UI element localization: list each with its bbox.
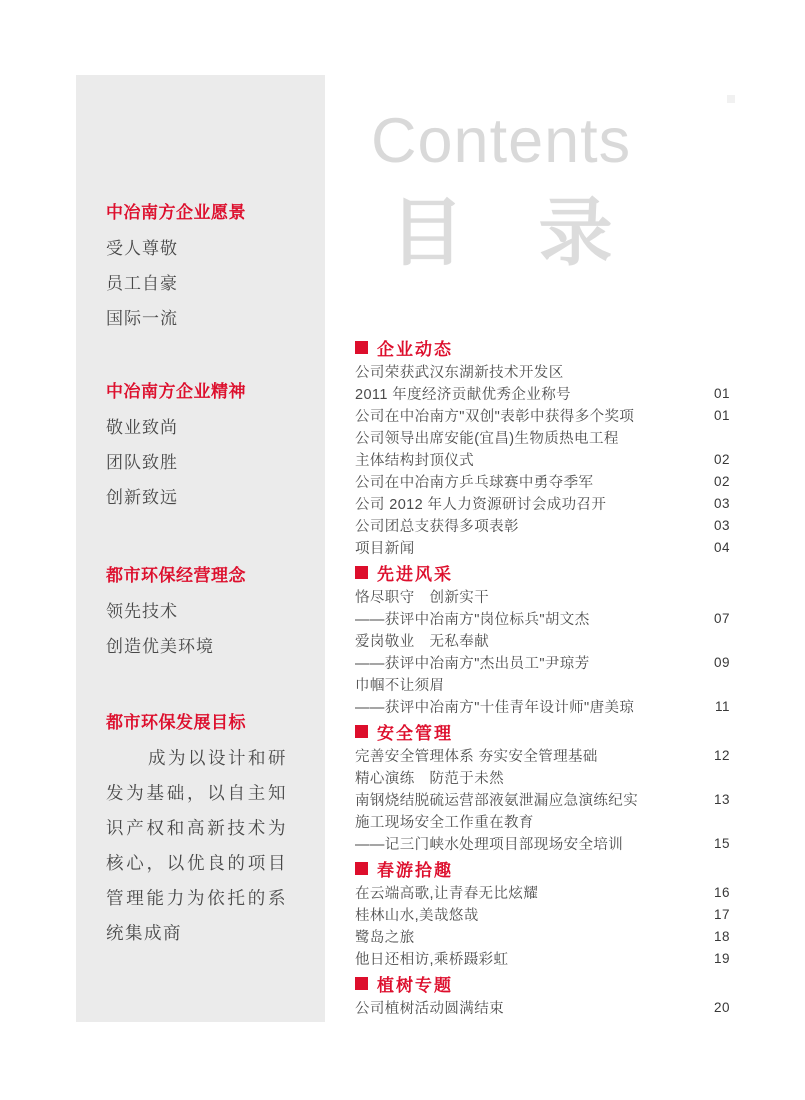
toc-item-title: 爱岗敬业 无私奉献 [355,633,490,650]
toc-item-line [355,629,730,651]
toc-item-title: 完善安全管理体系 夯实安全管理基础 [355,748,598,765]
sidebar-line: 受人尊敬 [106,239,178,258]
toc-item-title: 桂林山水,美哉悠哉 [355,907,479,924]
toc-item [355,903,730,925]
toc-page-number: 12 [713,747,730,763]
toc-page-number: 18 [713,928,730,944]
toc-item-line [355,925,730,947]
toc-section-heading-label: 安全管理 [377,723,453,743]
red-square-bullet-icon [355,566,368,579]
toc-page-number: 16 [713,884,730,900]
toc-item-title: 公司在中冶南方乒乓球赛中勇夺季军 [355,474,594,491]
toc-item-title: 公司领导出席安能(宜昌)生物质热电工程 [355,430,619,447]
toc-item [355,536,730,558]
sidebar-section-heading: 中冶南方企业精神 [106,382,246,401]
toc-page-number: 17 [713,906,730,922]
toc-item-line [355,426,730,448]
toc-page-number: 09 [713,654,730,670]
toc-item-title: 主体结构封顶仪式 [355,452,475,469]
toc-page-number: 02 [713,451,730,467]
contents-title-zh: 目 录 [390,193,641,275]
toc-item [355,996,730,1018]
toc-item-title: ——获评中冶南方"岗位标兵"胡文杰 [355,611,590,628]
toc-item-line [355,448,730,470]
sidebar-section [106,563,287,664]
toc-item-title: 公司在中冶南方"双创"表彰中获得多个奖项 [355,408,635,425]
sidebar-paragraph: 成为以设计和研发为基础，以自主知识产权和高新技术为核心，以优良的项目管理能力为依托的系统集成商 [106,748,287,943]
toc-item-line [355,788,730,810]
sidebar-section-heading: 中冶南方企业愿景 [106,203,246,222]
toc-item-title: 公司 2012 年人力资源研讨会成功召开 [355,496,607,513]
toc-section-heading-label: 植树专题 [377,975,453,995]
toc-item [355,492,730,514]
toc-section-heading [355,972,730,994]
sidebar-line: 领先技术 [106,602,178,621]
toc-item-line [355,651,730,673]
toc-item [355,470,730,492]
sidebar [76,75,325,1022]
sidebar-line: 国际一流 [106,309,178,328]
toc-item-line [355,695,730,717]
toc-item-line [355,607,730,629]
sidebar-section [106,200,287,336]
toc-item-title: ——获评中冶南方"十佳青年设计师"唐美琼 [355,699,635,716]
red-square-bullet-icon [355,341,368,354]
toc-item-line [355,947,730,969]
toc-item-line [355,360,730,382]
decorative-corner-mark [727,95,735,103]
red-square-bullet-icon [355,725,368,738]
toc-item [355,585,730,629]
toc-page-number: 20 [713,999,730,1015]
toc-item-title: 恪尽职守 创新实干 [355,589,490,606]
sidebar-line: 创造优美环境 [106,637,214,656]
toc-item [355,404,730,426]
toc-item-title: ——获评中冶南方"杰出员工"尹琼芳 [355,655,590,672]
toc-section-heading [355,720,730,742]
toc-item-title: 公司团总支获得多项表彰 [355,518,519,535]
toc-list [355,333,730,1018]
toc-item-title: 施工现场安全工作重在教育 [355,814,534,831]
toc-page-number: 01 [713,385,730,401]
toc-section-heading [355,336,730,358]
toc-section-heading [355,561,730,583]
sidebar-line: 团队致胜 [106,453,178,472]
contents-title-en: Contents [371,106,632,176]
toc-item-line [355,514,730,536]
toc-item-line [355,996,730,1018]
toc-item-line [355,404,730,426]
sidebar-section [106,710,287,951]
toc-item-line [355,810,730,832]
toc-item-line [355,903,730,925]
toc-section-heading-label: 先进风采 [377,564,453,584]
toc-item [355,881,730,903]
toc-item [355,810,730,854]
toc-item [355,360,730,404]
sidebar-section [106,379,287,515]
red-square-bullet-icon [355,862,368,875]
sidebar-section-heading: 都市环保发展目标 [106,713,246,732]
sidebar-line: 员工自豪 [106,274,178,293]
toc-item-line [355,673,730,695]
toc-item-title: 鹭岛之旅 [355,929,415,946]
toc-item [355,744,730,766]
toc-item-line [355,536,730,558]
sidebar-line: 敬业致尚 [106,418,178,437]
red-square-bullet-icon [355,977,368,990]
toc-page-number: 04 [713,539,730,555]
sidebar-line: 创新致远 [106,488,178,507]
toc-item [355,673,730,717]
toc-item-line [355,492,730,514]
toc-item-title: ——记三门峡水处理项目部现场安全培训 [355,836,624,853]
toc-item-title: 2011 年度经济贡献优秀企业称号 [355,386,572,403]
toc-item-line [355,832,730,854]
toc-item-title: 他日还相访,乘桥蹑彩虹 [355,951,509,968]
toc-item-line [355,766,730,788]
toc-item-title: 项目新闻 [355,540,415,557]
toc-item-title: 精心演练 防范于未然 [355,770,504,787]
toc-page-number: 13 [713,791,730,807]
toc-item [355,925,730,947]
toc-page-number: 15 [713,835,730,851]
toc-item-line [355,382,730,404]
toc-item [355,514,730,536]
sidebar-section-heading: 都市环保经营理念 [106,566,246,585]
toc-item-title: 在云端高歌,让青春无比炫耀 [355,885,539,902]
toc-item-title: 巾帼不让须眉 [355,677,445,694]
toc-item-line [355,744,730,766]
toc-page-number: 01 [713,407,730,423]
toc-item-line [355,881,730,903]
toc-item-title: 南钢烧结脱硫运营部液氨泄漏应急演练纪实 [355,792,639,809]
toc-item [355,629,730,673]
toc-page-number: 03 [713,495,730,511]
toc-section-heading [355,857,730,879]
toc-page-number: 02 [713,473,730,489]
toc-item-title: 公司植树活动圆满结束 [355,1000,504,1017]
toc-item-line [355,585,730,607]
toc-section-heading-label: 春游拾趣 [377,860,453,880]
toc-item [355,947,730,969]
toc-section-heading-label: 企业动态 [377,339,453,359]
toc-item-title: 公司荣获武汉东湖新技术开发区 [355,364,564,381]
toc-page-number: 11 [714,698,730,714]
toc-page-number: 19 [713,950,730,966]
toc-item [355,426,730,470]
toc-page-number: 03 [713,517,730,533]
toc-item [355,766,730,810]
toc-page-number: 07 [713,610,730,626]
toc-item-line [355,470,730,492]
